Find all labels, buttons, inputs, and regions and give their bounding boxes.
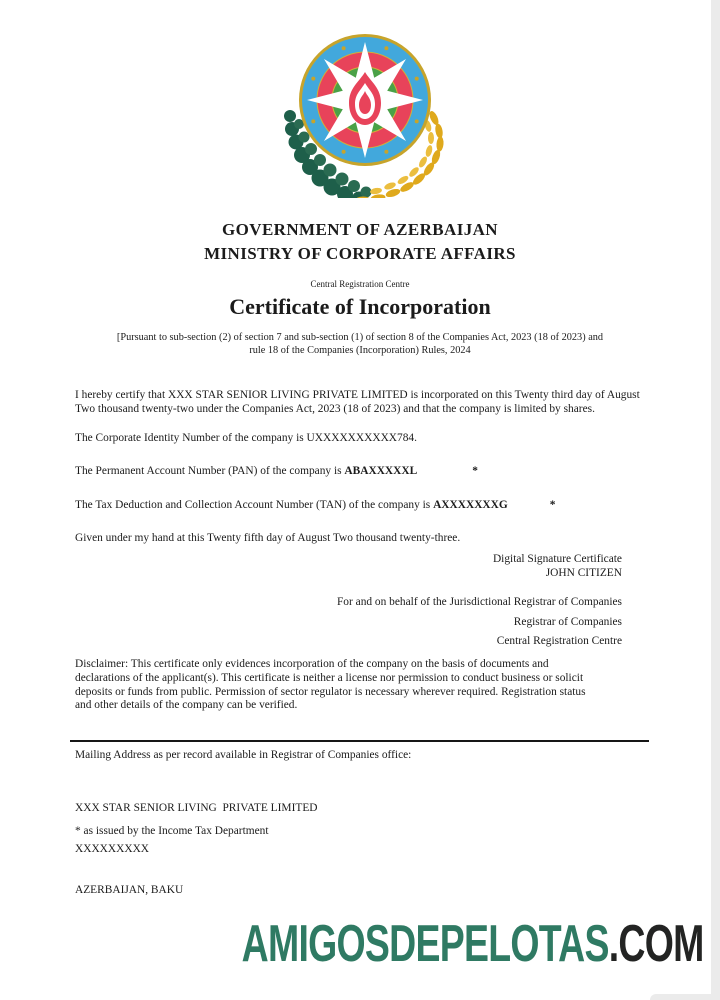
registration-centre-line: Central Registration Centre [496, 635, 622, 647]
watermark-name: AMIGOSDEPELOTAS [242, 915, 610, 973]
office-subheading: Central Registration Centre [310, 279, 410, 289]
pan-line [75, 464, 649, 478]
pan-value: ABAXXXXXL [344, 465, 418, 477]
pursuant-line-1: [Pursuant to sub-section (2) of section 7 and sub-section (1) of section 8 of the Companies Act, 2023 (18 of 2023) and [116, 332, 604, 343]
mailing-city-line: AZERBAIJAN, BAKU [75, 883, 184, 896]
emblem-shield [299, 34, 431, 166]
mailing-address-block [75, 775, 318, 925]
cin-line: The Corporate Identity Number of the company is UXXXXXXXXXX784. [75, 432, 417, 444]
pursuant-line-2: rule 18 of the Companies (Incorporation) Rules, 2024 [249, 345, 471, 356]
tan-value: AXXXXXXXG [433, 499, 508, 511]
pan-prefix: The Permanent Account Number (PAN) of the company is [75, 465, 345, 477]
mailing-company-name: XXX STAR SENIOR LIVING PRIVATE LIMITED [75, 802, 318, 815]
signature-block [493, 553, 622, 580]
pursuant-clause [0, 331, 720, 357]
page-edge-corner [650, 994, 720, 1000]
certificate-title: Certificate of Incorporation [229, 294, 491, 319]
on-behalf-line: For and on behalf of the Jurisdictional Registrar of Companies [336, 596, 622, 608]
tan-prefix: The Tax Deduction and Collection Account Number (TAN) of the company is [75, 499, 434, 511]
watermark-tld: .COM [609, 915, 704, 973]
ministry-heading: MINISTRY OF CORPORATE AFFAIRS [204, 244, 516, 263]
tan-line [75, 498, 649, 512]
registrar-line: Registrar of Companies [513, 616, 622, 628]
given-under-hand-line: Given under my hand at this Twenty fifth day of August Two thousand twenty-three. [75, 532, 461, 544]
tan-asterisk: * [549, 499, 556, 511]
section-divider [70, 740, 649, 742]
disclaimer-paragraph: Disclaimer: This certificate only evidences incorporation of the company on the basis of documents and declarations of the applicant(s). This certificate is neither a license nor permission to conduct business or solicit deposits or funds from public. Permission of sector regulator is necessary wherever required. Registration status and other details of the company can be verified. [75, 658, 586, 712]
pan-asterisk: * [472, 465, 478, 477]
asterisk-footnote: * as issued by the Income Tax Department [75, 825, 269, 837]
certify-paragraph: I hereby certify that XXX STAR SENIOR LIVING PRIVATE LIMITED is incorporated on this Twenty third day of August Two thousand twenty-two under the Companies Act, 2023 (18 of 2023) and that the company is limited by shares. [75, 389, 640, 415]
watermark-logo [242, 914, 704, 974]
page-edge-right [711, 0, 720, 1000]
mailing-address-line: XXXXXXXXX [75, 842, 150, 855]
signatory-name: JOHN CITIZEN [545, 566, 622, 579]
azerbaijan-emblem-icon [282, 28, 448, 198]
digital-signature-line: Digital Signature Certificate [492, 553, 622, 565]
mailing-address-heading: Mailing Address as per record available in Registrar of Companies office: [75, 749, 412, 761]
government-heading: GOVERNMENT OF AZERBAIJAN [222, 220, 498, 239]
